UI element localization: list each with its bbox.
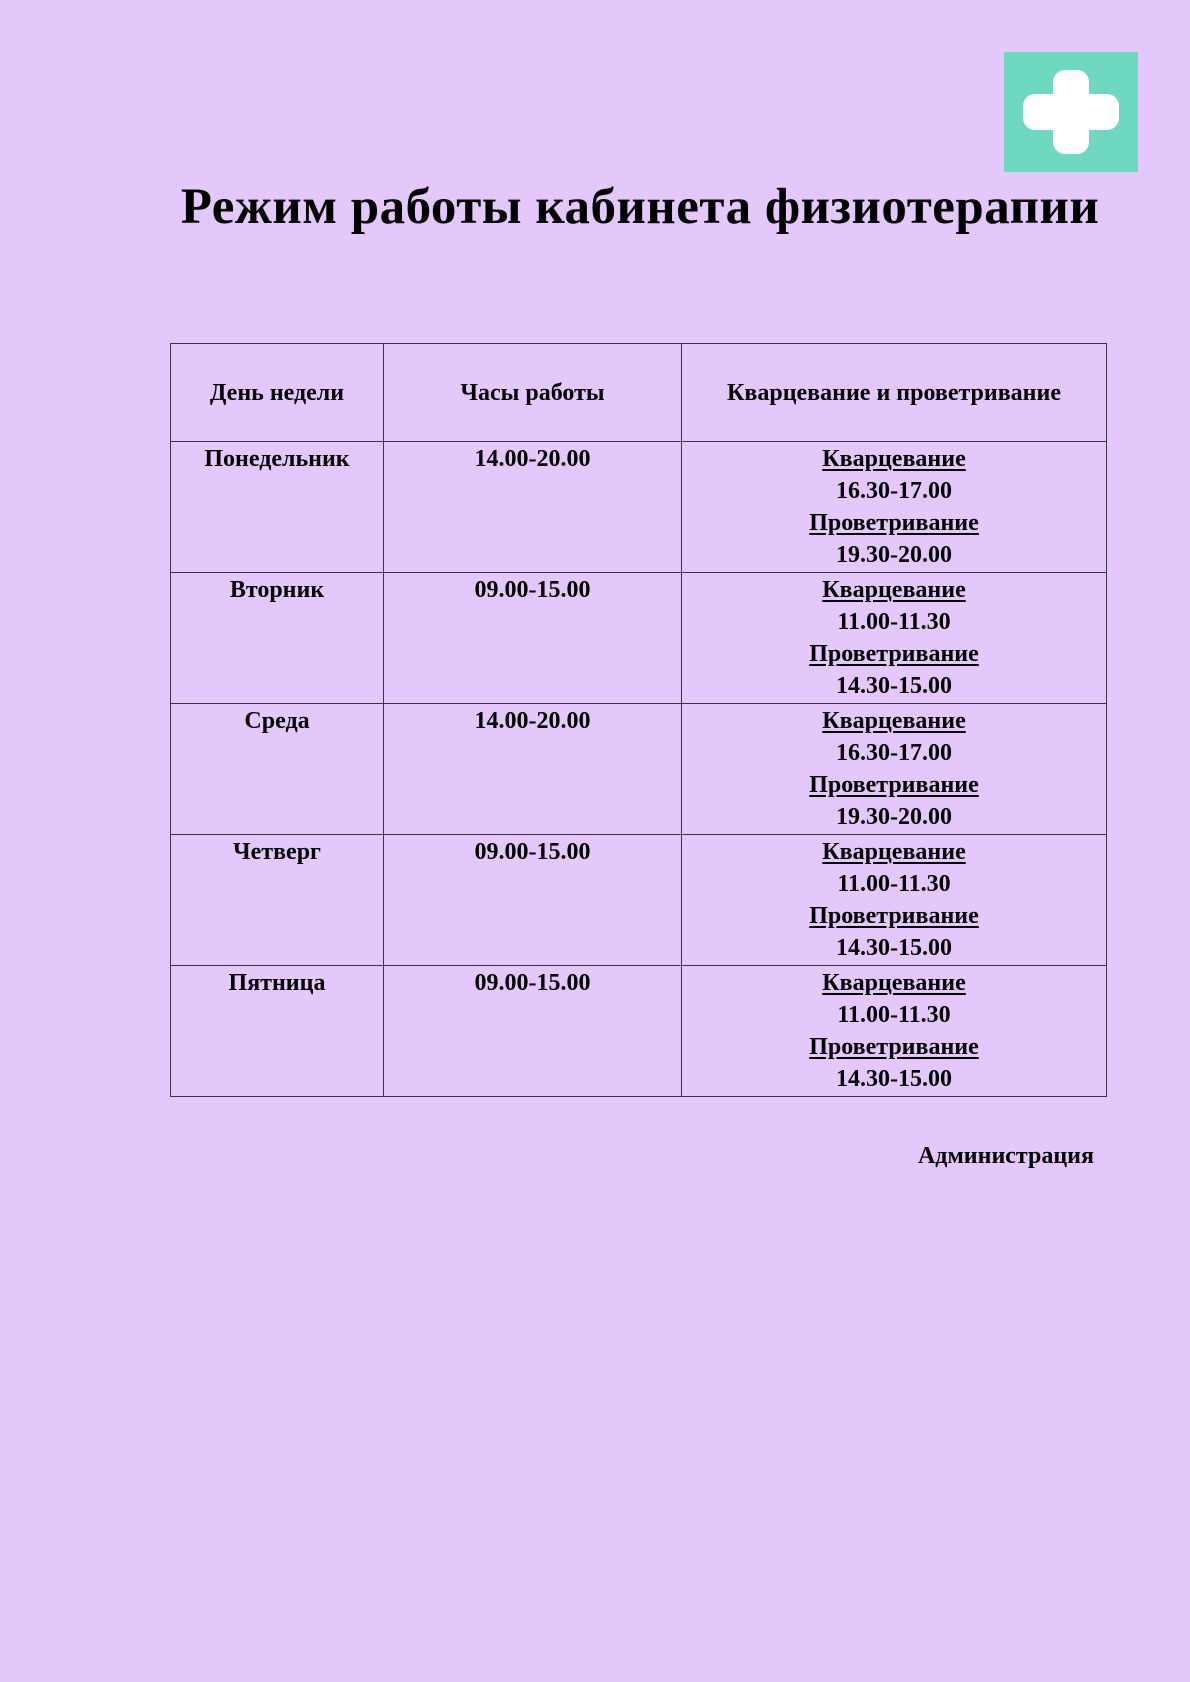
ventilation-time: 19.30-20.00 [836, 804, 952, 830]
ventilation-label: Проветривание [809, 903, 979, 929]
day-cell: Среда [171, 704, 384, 835]
ventilation-time: 14.30-15.00 [836, 673, 952, 699]
quartz-time: 16.30-17.00 [836, 478, 952, 504]
quartz-time: 16.30-17.00 [836, 740, 952, 766]
day-cell: Вторник [171, 573, 384, 704]
ventilation-label: Проветривание [809, 1034, 979, 1060]
medical-cross-icon [1004, 52, 1138, 172]
schedule-table [170, 343, 1107, 1097]
quartz-time: 11.00-11.30 [837, 609, 951, 635]
table-row [171, 442, 1107, 573]
table-row [171, 704, 1107, 835]
hours-cell: 09.00-15.00 [384, 573, 682, 704]
quartz-time: 11.00-11.30 [837, 871, 951, 897]
day-cell: Пятница [171, 966, 384, 1097]
table-row [171, 835, 1107, 966]
quartz-ventilation-cell [682, 442, 1107, 573]
signature: Администрация [917, 1143, 1094, 1169]
column-header-quartz-ventilation: Кварцевание и проветривание [682, 344, 1107, 442]
table-row [171, 966, 1107, 1097]
quartz-label: Кварцевание [822, 708, 966, 734]
ventilation-time: 19.30-20.00 [836, 542, 952, 568]
ventilation-time: 14.30-15.00 [836, 1066, 952, 1092]
quartz-label: Кварцевание [822, 446, 966, 472]
quartz-label: Кварцевание [822, 839, 966, 865]
ventilation-time: 14.30-15.00 [836, 935, 952, 961]
table-row [171, 573, 1107, 704]
column-header-hours: Часы работы [384, 344, 682, 442]
quartz-label: Кварцевание [822, 577, 966, 603]
table-header-row [171, 344, 1107, 442]
hours-cell: 14.00-20.00 [384, 442, 682, 573]
ventilation-label: Проветривание [809, 510, 979, 536]
hours-cell: 09.00-15.00 [384, 966, 682, 1097]
hours-cell: 09.00-15.00 [384, 835, 682, 966]
quartz-ventilation-cell [682, 966, 1107, 1097]
ventilation-label: Проветривание [809, 641, 979, 667]
quartz-label: Кварцевание [822, 970, 966, 996]
day-cell: Понедельник [171, 442, 384, 573]
logo [1004, 52, 1138, 172]
ventilation-label: Проветривание [809, 772, 979, 798]
quartz-time: 11.00-11.30 [837, 1002, 951, 1028]
hours-cell: 14.00-20.00 [384, 704, 682, 835]
page-title: Режим работы кабинета физиотерапии [180, 179, 1100, 235]
quartz-ventilation-cell [682, 704, 1107, 835]
day-cell: Четверг [171, 835, 384, 966]
quartz-ventilation-cell [682, 835, 1107, 966]
quartz-ventilation-cell [682, 573, 1107, 704]
column-header-day: День недели [171, 344, 384, 442]
